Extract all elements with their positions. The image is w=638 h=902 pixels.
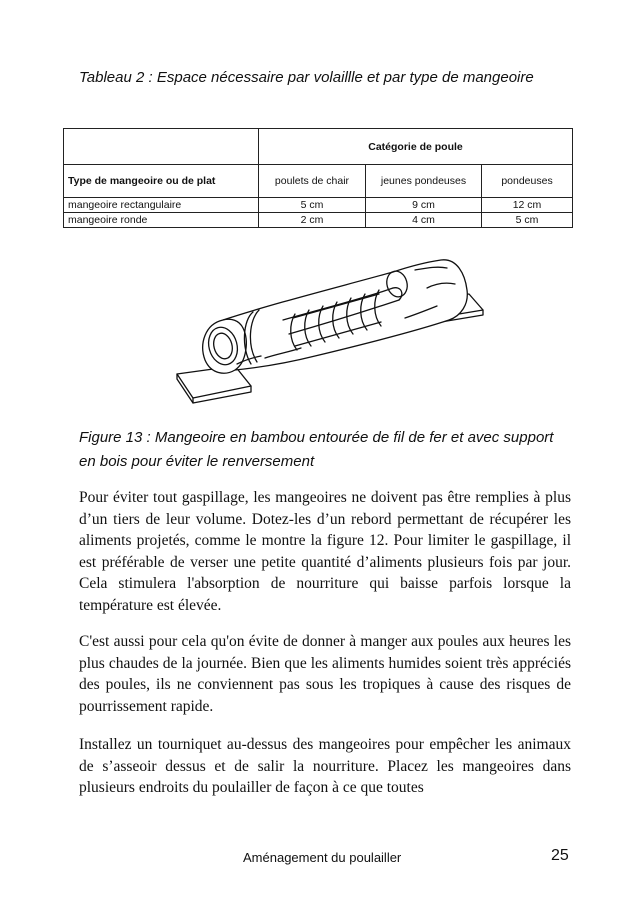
category-header: Catégorie de poule — [259, 129, 573, 165]
row-label: mangeoire rectangulaire — [64, 198, 259, 213]
page-number: 25 — [551, 847, 569, 864]
table-cell: 5 cm — [482, 213, 573, 228]
table-corner-cell — [64, 129, 259, 165]
body-paragraph: Pour éviter tout gaspillage, les mangeoires ne doivent pas être remplies à plus d’un tiers de leur volume. Dotez-les d’un rebord permettant de récupérer les aliments projetés, comme le montre la figure 12. Pour limiter le gaspillage, il est préférable de verser une petite quantité d’aliments plusieurs fois par jour. Cela stimulera l'absorption de nourriture qui baisse parfois lorsque la température est élevée. — [79, 489, 571, 614]
table-cell: 4 cm — [366, 213, 482, 228]
table-header-row — [64, 165, 573, 198]
table-row — [64, 213, 573, 228]
row-header: Type de mangeoire ou de plat — [64, 165, 259, 198]
table-cell: 2 cm — [259, 213, 366, 228]
column-header: poulets de chair — [259, 165, 366, 198]
column-header: jeunes pondeuses — [366, 165, 482, 198]
feeder-space-table — [63, 128, 573, 228]
bamboo-feeder-illustration — [165, 248, 487, 408]
column-header: pondeuses — [482, 165, 573, 198]
table-cell: 12 cm — [482, 198, 573, 213]
table-category-row — [64, 129, 573, 165]
figure-caption: Figure 13 : Mangeoire en bambou entourée de fil de fer et avec support en bois pour éviter le renversement — [79, 429, 554, 470]
row-label: mangeoire ronde — [64, 213, 259, 228]
table-row — [64, 198, 573, 213]
table-caption: Tableau 2 : Espace nécessaire par volaillle et par type de mangeoire — [79, 69, 534, 86]
table-cell: 9 cm — [366, 198, 482, 213]
body-paragraph: Installez un tourniquet au-dessus des mangeoires pour empêcher les animaux de s’asseoir dessus et de salir la nourriture. Placez les mangeoires dans plusieurs endroits du poulailler de façon à ce que toutes — [79, 736, 571, 796]
footer-section-title: Aménagement du poulailler — [243, 850, 402, 865]
body-paragraph: C'est aussi pour cela qu'on évite de donner à manger aux poules aux heures les plus chaudes de la journée. Bien que les aliments humides soient très appréciés des poules, ils ne conviennent pas sous les tropiques à cause des risques de pourrissement rapide. — [79, 633, 571, 715]
table-cell: 5 cm — [259, 198, 366, 213]
